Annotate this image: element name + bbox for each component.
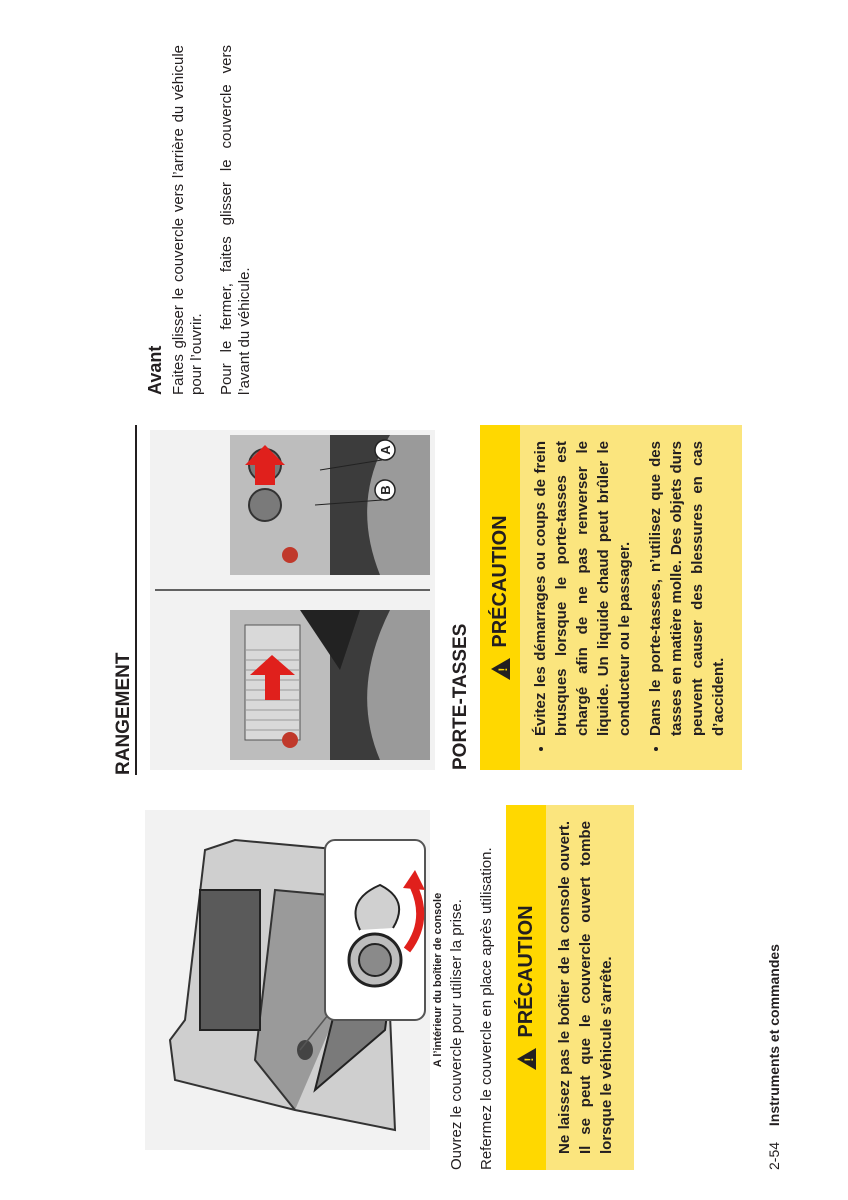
- storage-drawing: [150, 430, 435, 770]
- caution-box-cupholder: [480, 425, 742, 770]
- section-title-porte-tasses: PORTE-TASSES: [450, 623, 471, 770]
- footer-section-title: Instruments et commandes: [766, 944, 782, 1127]
- left-paragraph-2: Refermez le couvercle en place après utilisation.: [478, 847, 495, 1170]
- caution-title: PRÉCAUTION: [514, 905, 537, 1038]
- caution-box-console: [506, 805, 634, 1170]
- page-number: 2-54: [766, 1141, 782, 1170]
- caution-item: • Évitez les démarrages ou coups de frein brusques lorsque le porte-tasses est chargé afin de ne pas renverser le liquide. Un liquide chaud peut brûler le conducteur ou le passager.: [530, 441, 635, 736]
- caution-list-container: [520, 425, 749, 770]
- caution-list: [530, 441, 729, 754]
- right-paragraph-1: Faites glisser le couvercle vers l’arrière du véhicule pour l’ouvrir.: [170, 45, 205, 395]
- caution-item: • Dans le porte-tasses, n’utilisez que des tasses en matière molle. Des objets durs peuvent causer des blessures en cas d’accident.: [645, 441, 729, 736]
- illustration-caption: A l’intérieur du boîtier de console: [432, 892, 444, 1068]
- console-box-drawing: [145, 810, 430, 1150]
- right-body-text: [170, 45, 266, 395]
- label-b: B: [378, 485, 393, 495]
- caution-text: Ne laissez pas le boîtier de la console ouvert. Il se peut que le couvercle ouvert tombe lorsque le véhicule s’arrête.: [556, 821, 615, 1154]
- section-title-rangement: RANGEMENT: [113, 652, 134, 775]
- section-rule: [135, 425, 137, 775]
- left-body-text: [448, 795, 508, 1170]
- warning-triangle-icon: !: [517, 1048, 536, 1070]
- caution-header: [506, 805, 546, 1170]
- label-a: A: [378, 445, 393, 455]
- left-paragraph-1: Ouvrez le couvercle pour utiliser la prise.: [448, 899, 465, 1170]
- heading-avant: Avant: [145, 345, 165, 395]
- page-footer: [766, 944, 782, 1170]
- caution-title-2: PRÉCAUTION: [488, 515, 511, 648]
- right-paragraph-2: Pour le fermer, faites glisser le couvercle vers l’avant du véhicule.: [218, 45, 253, 395]
- storage-illustration: [150, 430, 435, 770]
- caution-header-2: [480, 425, 520, 770]
- warning-triangle-icon-2: !: [491, 658, 510, 680]
- console-box-illustration: [145, 810, 430, 1150]
